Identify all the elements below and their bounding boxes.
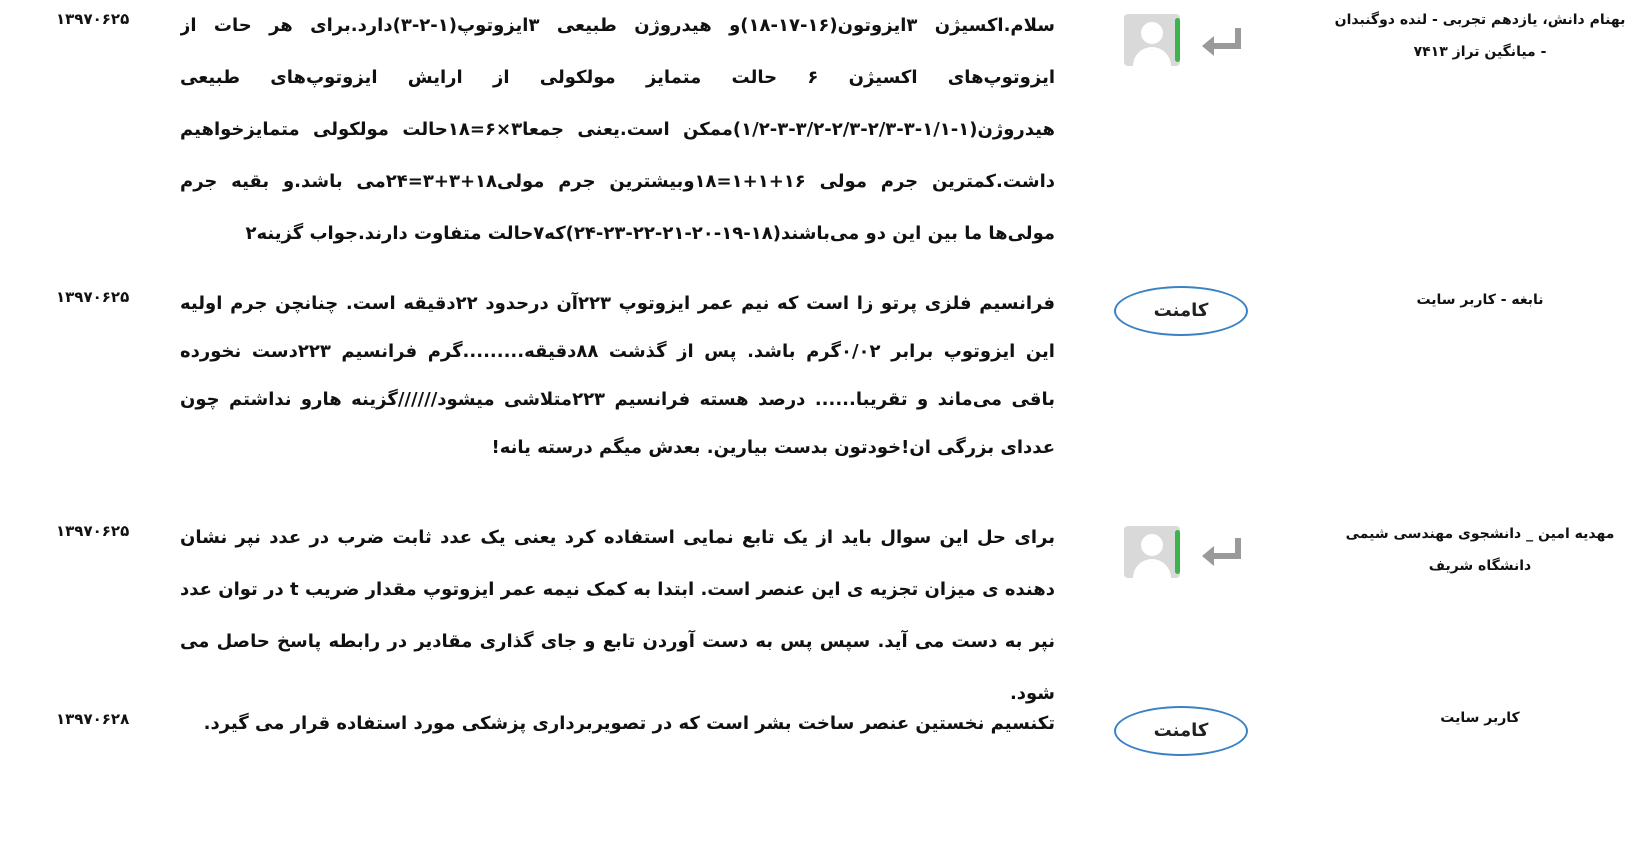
avatar-icon [1124, 526, 1180, 578]
reply-arrow-icon[interactable] [1200, 534, 1244, 574]
comment-text: تکنسیم نخستین عنصر ساخت بشر است که در تصویربرداری پزشکی مورد استفاده قرار می گیرد. [203, 713, 1055, 734]
avatar-icon [1124, 14, 1180, 66]
comment-text: سلام.اکسیژن ۳ایزوتون(۱۶-۱۷-۱۸)و هیدروژن طبیعی ۳ایزوتوپ(۱-۲-۳)دارد.برای هر حات از ایزوتوپ‌های اکسیژن ۶ حالت متمایز مولکولی از ارایش ایزوتوپ‌های طبیعی هیدروژن(۱-۱/۱-۳-۲/۳-۲/۳-۳/۲-۳-۱/۲)ممکن است.یعنی جمعا۳×۶=۱۸حالت مولکولی متمایزخواهیم داشت.کمترین جرم مولی ۱۶+۱+۱=۱۸وبیشترین جرم مولی۱۸+۳+۳=۲۴می باشد.و بقیه جرم مولی‌ها ما بین این دو می‌باشند(۱۸-۱۹-۲۰-۲۱-۲۲-۲۳-۲۴)که۷حالت متفاوت دارند.جواب گزینه۲ [180, 15, 1055, 244]
comment-text: فرانسیم فلزی پرتو زا است که نیم عمر ایزوتوپ ۲۲۳آن درحدود ۲۲دقیقه است. چنانچن جرم اولیه این ایزوتوپ برابر ۰/۰۲گرم باشد. پس از گذشت ۸۸دقیقه.........گرم فرانسیم ۲۲۳دست نخورده باقی می‌ماند و تقریبا...... درصد هسته فرانسیم ۲۲۳متلاشی میشود//////گزینه هارو نداشتم چون عددای بزرگی ان!خودتون بدست بیارین. بعدش میگم درسته یانه! [180, 293, 1055, 458]
comment-date: ۱۳۹۷۰۶۲۵ [56, 10, 130, 28]
comment-date: ۱۳۹۷۰۶۲۵ [56, 288, 130, 306]
comment-author: بهنام دانش، یازدهم تجربی - لنده دوگنبدان - میانگین تراز ۷۴۱۳ [1334, 12, 1626, 60]
comment-date: ۱۳۹۷۰۶۲۵ [56, 522, 130, 540]
comment-button[interactable]: کامنت [1114, 706, 1248, 756]
comment-button[interactable]: کامنت [1114, 286, 1248, 336]
comment-date: ۱۳۹۷۰۶۲۸ [56, 710, 130, 728]
reply-arrow-icon[interactable] [1200, 24, 1244, 64]
comment-text: برای حل این سوال باید از یک تابع نمایی استفاده کرد یعنی یک عدد ثابت ضرب در عدد نپر نشان دهنده ی میزان تجزیه ی این عنصر است. ابتدا به کمک نیمه عمر ایزوتوپ مقدار ضریب t در توان عدد نپر به دست می آید. سپس پس به دست آوردن تابع و جای گذاری مقادیر در رابطه پاسخ حاصل می شود. [180, 527, 1055, 704]
comment-author: مهدیه امین _ دانشجوی مهندسی شیمی دانشگاه شریف [1345, 526, 1615, 574]
comment-author: کاربر سایت [1440, 710, 1520, 726]
comment-author: نابغه - کاربر سایت [1416, 292, 1544, 308]
